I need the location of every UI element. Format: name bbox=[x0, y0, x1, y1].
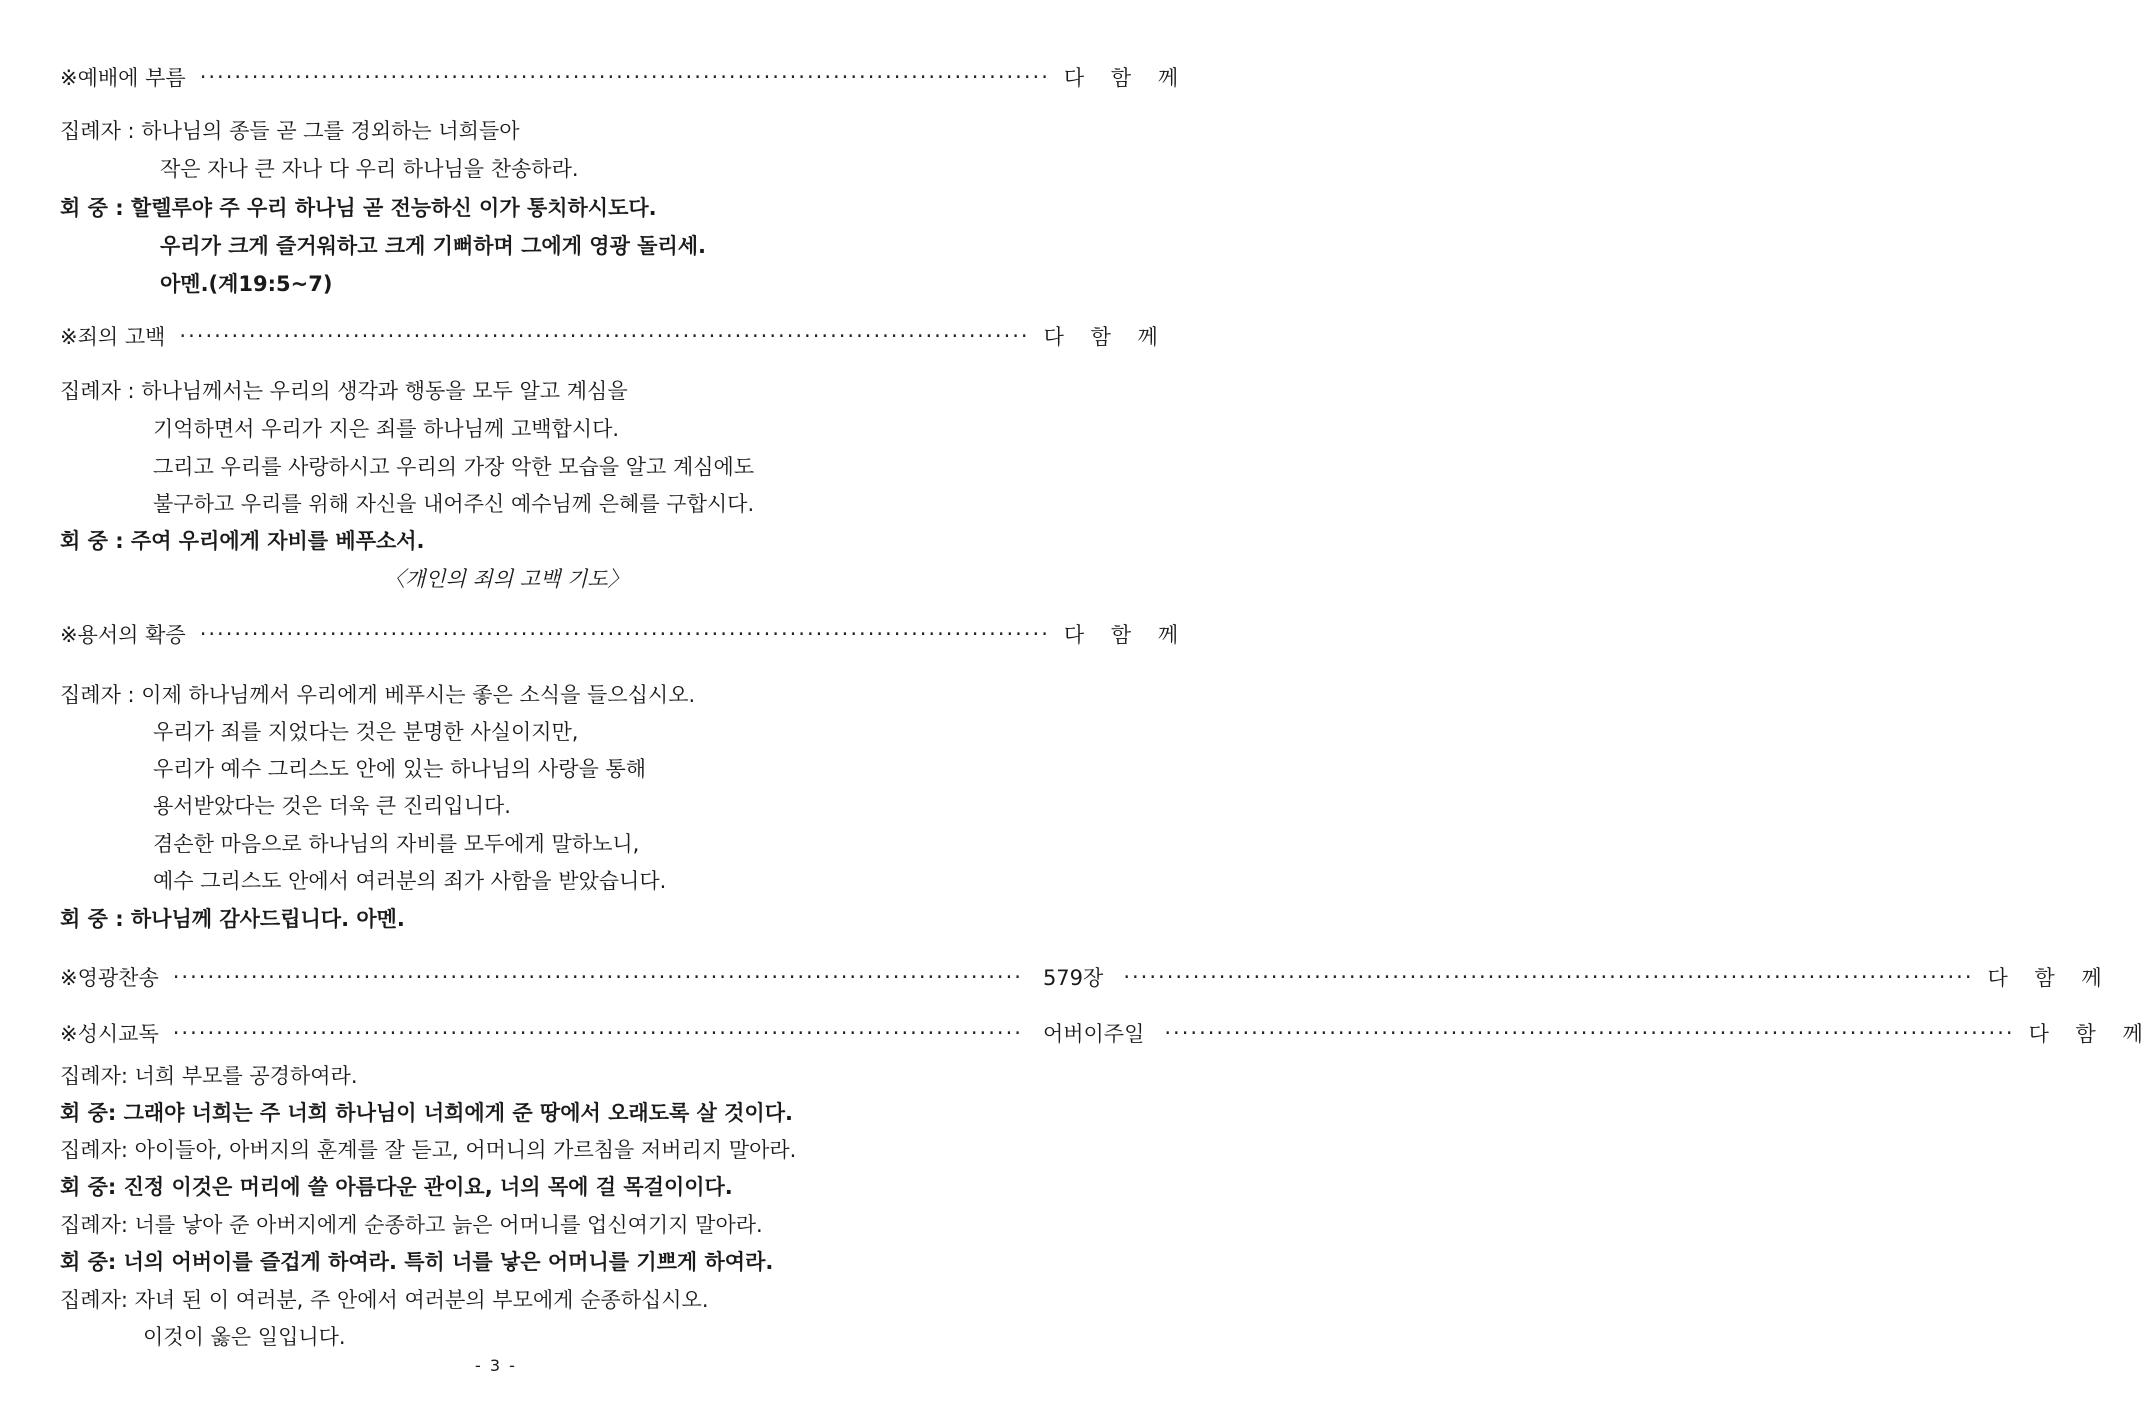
section-participants: 다 함 께 bbox=[2028, 1022, 2153, 1046]
section-title: ※성시교독 bbox=[60, 1022, 159, 1046]
liturgy-line-congregation: 회 중: 진정 이것은 머리에 쓸 아름다운 관이요, 너의 목에 걸 목걸이이다. bbox=[60, 1175, 733, 1199]
liturgy-line: 겸손한 마음으로 하나님의 자비를 모두에게 말하노니, bbox=[153, 832, 640, 856]
leader-dots: ·································································································· bbox=[172, 1021, 1023, 1045]
liturgy-line: 그리고 우리를 사랑하시고 우리의 가장 악한 모습을 알고 계심에도 bbox=[153, 455, 755, 479]
call-to-worship-heading bbox=[60, 62, 1189, 92]
liturgy-line-congregation: 우리가 크게 즐거워하고 크게 기뻐하며 그에게 영광 돌리세. bbox=[160, 234, 707, 258]
section-participants: 다 함 께 bbox=[1063, 66, 1189, 90]
hymn-number: 579장 bbox=[1042, 966, 1104, 990]
leader-dots: ·································································································· bbox=[1123, 965, 1974, 989]
liturgy-line-congregation: 회 중 : 하나님께 감사드립니다. 아멘. bbox=[60, 907, 405, 931]
liturgy-line: 기억하면서 우리가 지은 죄를 하나님께 고백합시다. bbox=[153, 417, 620, 441]
liturgy-line: 집례자: 너희 부모를 공경하여라. bbox=[60, 1064, 358, 1088]
liturgy-line: 집례자: 너를 낳아 준 아버지에게 순종하고 늙은 어머니를 업신여기지 말아라. bbox=[60, 1213, 763, 1237]
liturgy-line-congregation: 회 중 : 주여 우리에게 자비를 베푸소서. bbox=[60, 529, 425, 553]
liturgy-line-congregation: 회 중 : 할렐루야 주 우리 하나님 곧 전능하신 이가 통치하시도다. bbox=[60, 196, 657, 220]
liturgy-line: 우리가 예수 그리스도 안에 있는 하나님의 사랑을 통해 bbox=[153, 757, 647, 781]
page-number: - 3 - bbox=[475, 1356, 517, 1375]
liturgy-line-congregation: 아멘.(계19:5~7) bbox=[160, 272, 333, 296]
liturgy-line: 용서받았다는 것은 더욱 큰 진리입니다. bbox=[153, 794, 511, 818]
responsive-reading-heading bbox=[60, 1018, 2153, 1048]
leader-dots: ·································································································· bbox=[199, 622, 1050, 646]
section-participants: 다 함 께 bbox=[1063, 623, 1189, 647]
silent-prayer-note: 〈개인의 죄의 고백 기도〉 bbox=[384, 567, 629, 591]
liturgy-line-congregation: 회 중: 그래야 너희는 주 너희 하나님이 너희에게 준 땅에서 오래도록 살 것이다. bbox=[60, 1101, 793, 1125]
liturgy-line: 집례자 : 이제 하나님께서 우리에게 베푸시는 좋은 소식을 들으십시오. bbox=[60, 683, 696, 707]
liturgy-line: 우리가 죄를 지었다는 것은 분명한 사실이지만, bbox=[153, 720, 579, 744]
liturgy-line: 이것이 옳은 일입니다. bbox=[143, 1325, 346, 1349]
leader-dots: ·································································································· bbox=[199, 65, 1050, 89]
liturgy-line: 예수 그리스도 안에서 여러분의 죄가 사함을 받았습니다. bbox=[153, 869, 667, 893]
liturgy-line: 집례자 : 하나님께서는 우리의 생각과 행동을 모두 알고 계심을 bbox=[60, 379, 628, 403]
liturgy-line: 불구하고 우리를 위해 자신을 내어주신 예수님께 은혜를 구합시다. bbox=[153, 492, 755, 516]
section-title: ※용서의 확증 bbox=[60, 623, 186, 647]
gloria-heading bbox=[60, 962, 2112, 992]
section-title: ※영광찬송 bbox=[60, 966, 159, 990]
liturgy-line: 작은 자나 큰 자나 다 우리 하나님을 찬송하라. bbox=[160, 157, 579, 181]
section-title: ※예배에 부름 bbox=[60, 66, 186, 90]
leader-dots: ·································································································· bbox=[179, 324, 1030, 348]
reading-title: 어버이주일 bbox=[1042, 1022, 1145, 1046]
leader-dots: ·································································································· bbox=[172, 965, 1023, 989]
section-title: ※죄의 고백 bbox=[60, 325, 166, 349]
liturgy-line: 집례자 : 하나님의 종들 곧 그를 경외하는 너희들아 bbox=[60, 119, 520, 143]
liturgy-line: 집례자: 자녀 된 이 여러분, 주 안에서 여러분의 부모에게 순종하십시오. bbox=[60, 1288, 709, 1312]
liturgy-line-congregation: 회 중: 너의 어버이를 즐겁게 하여라. 특히 너를 낳은 어머니를 기쁘게 하여라. bbox=[60, 1250, 774, 1274]
liturgy-line: 집례자: 아이들아, 아버지의 훈계를 잘 듣고, 어머니의 가르침을 저버리지 말아라. bbox=[60, 1138, 797, 1162]
section-participants: 다 함 께 bbox=[1987, 966, 2112, 990]
leader-dots: ·································································································· bbox=[1164, 1021, 2015, 1045]
assurance-heading bbox=[60, 619, 1189, 649]
section-participants: 다 함 께 bbox=[1043, 325, 1168, 349]
confession-heading bbox=[60, 321, 1168, 351]
